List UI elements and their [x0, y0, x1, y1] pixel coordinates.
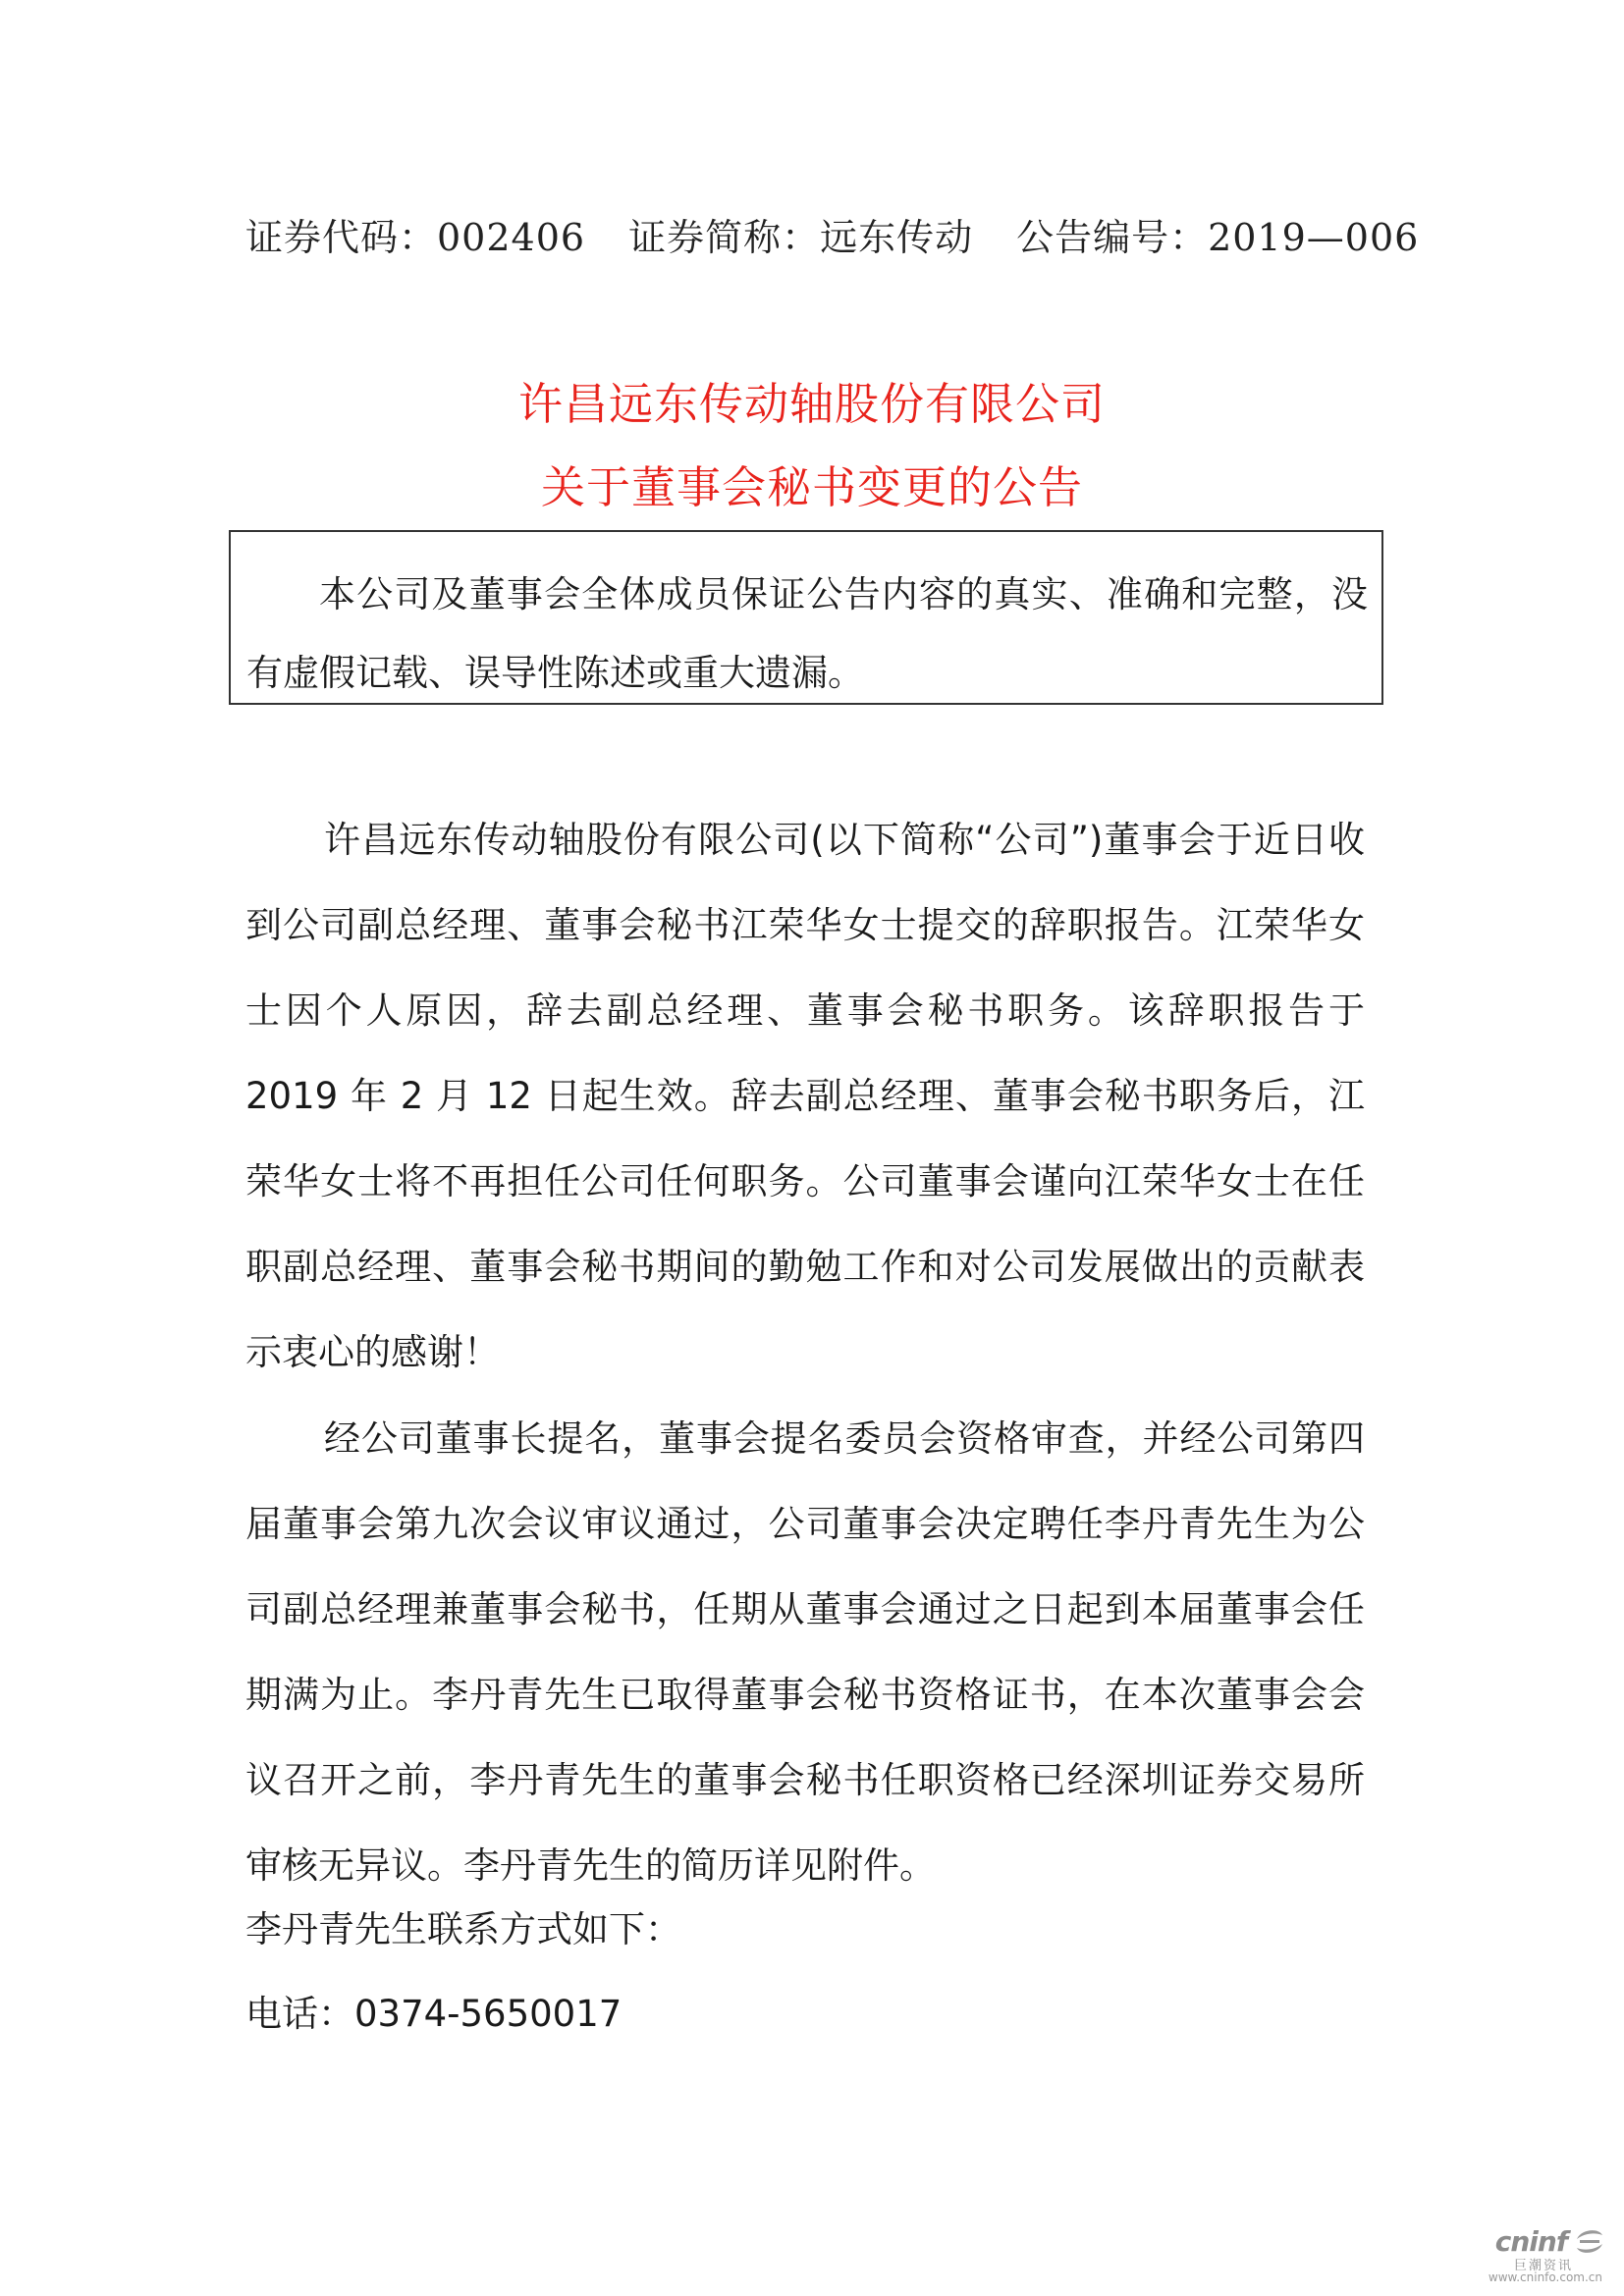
cninfo-swirl-icon [1573, 2227, 1606, 2257]
security-short-name: 证券简称：远东传动 [628, 216, 974, 259]
contact-intro: 李丹青先生联系方式如下： [245, 1908, 681, 1950]
announcement-title: 关于董事会秘书变更的公告 [540, 461, 1083, 513]
announcement-header [245, 208, 1420, 267]
cninfo-chinese-name: 巨潮资讯 [1513, 2259, 1573, 2273]
cninfo-brand-text: cninf [1494, 2225, 1567, 2258]
cninfo-watermark [1465, 2225, 1612, 2286]
guarantee-notice-box [229, 530, 1383, 705]
cninfo-url: www.cninfo.com.cn [1488, 2270, 1602, 2284]
guarantee-notice-text: 本公司及董事会全体成员保证公告内容的真实、准确和完整，没有虚假记载、误导性陈述或重大遗漏。 [246, 573, 1368, 694]
security-code: 证券代码：002406 [245, 216, 586, 259]
announcement-number: 公告编号：2019—006 [1016, 216, 1420, 259]
company-name-title: 许昌远东传动轴股份有限公司 [517, 378, 1106, 430]
appointment-paragraph: 经公司董事长提名，董事会提名委员会资格审查，并经公司第四届董事会第九次会议审议通过，公司董事会决定聘任李丹青先生为公司副总经理兼董事会秘书，任期从董事会通过之日起到本届董事会任期满为止。李丹青先生已取得董事会秘书资格证书，在本次董事会会议召开之前，李丹青先生的董事会秘书任职资格已经深圳证券交易所审核无异议。李丹青先生的简历详见附件。 [245, 1417, 1365, 1887]
resignation-paragraph: 许昌远东传动轴股份有限公司(以下简称“公司”)董事会于近日收到公司副总经理、董事会秘书江荣华女士提交的辞职报告。江荣华女士因个人原因，辞去副总经理、董事会秘书职务。该辞职报告于 2019 年 2 月 12 日起生效。辞去副总经理、董事会秘书职务后，江荣华女士将不再担任公司任何职务。公司董事会谨向江荣华女士在任职副总经理、董事会秘书期间的勤勉工作和对公司发展做出的贡献表示衷心的感谢！ [245, 819, 1365, 1373]
contact-phone: 电话：0374-5650017 [245, 1993, 623, 2035]
